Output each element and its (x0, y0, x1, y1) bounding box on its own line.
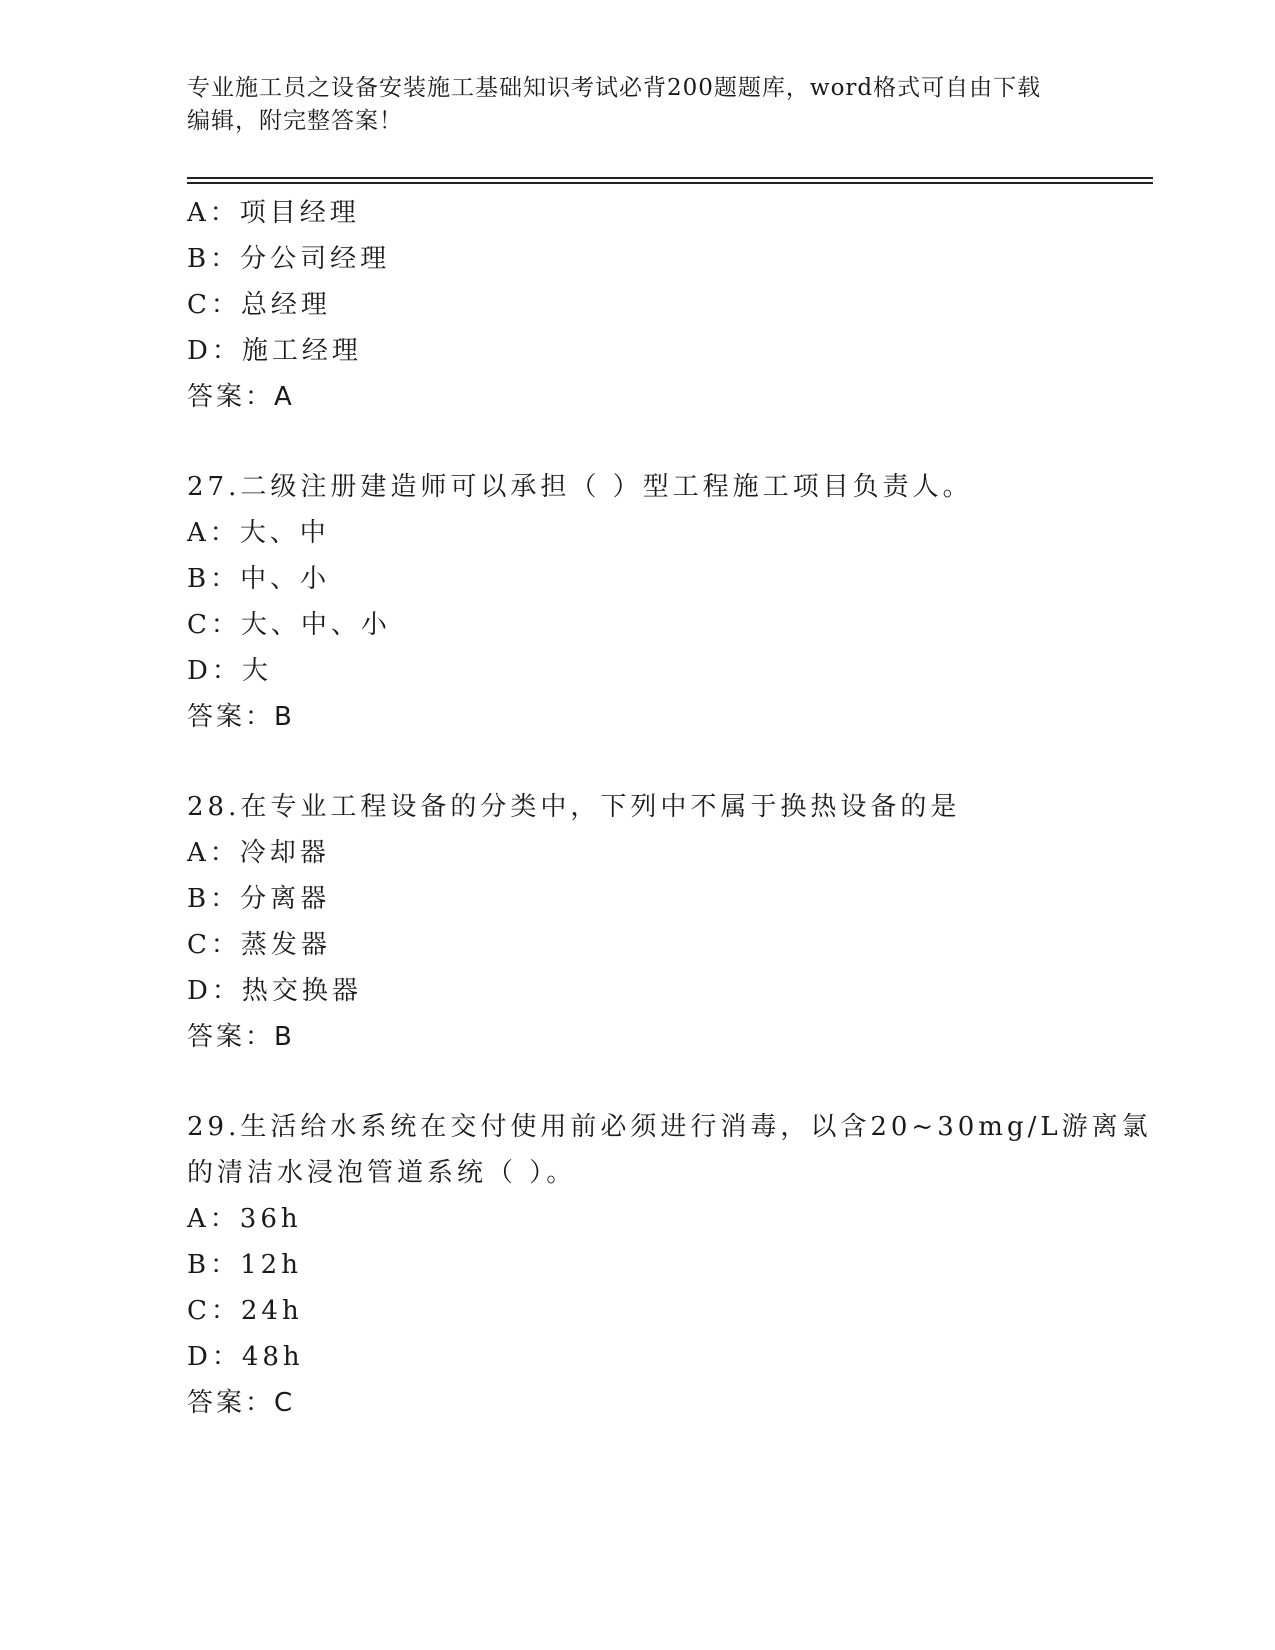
question-stem: 28.在专业工程设备的分类中，下列中不属于换热设备的是 (187, 792, 961, 822)
question-26-partial (187, 190, 1153, 420)
option-d: D：大 (187, 656, 272, 686)
question-stem-line-2: 的清洁水浸泡管道系统（ ）。 (187, 1158, 577, 1188)
option-b: B：中、小 (187, 564, 331, 594)
document-header (187, 72, 1067, 138)
option-c: C：大、中、小 (187, 610, 391, 640)
answer: 答案：C (187, 1388, 296, 1418)
option-c: C：24h (187, 1296, 303, 1326)
option-b: B：12h (187, 1250, 302, 1280)
option-c: C：蒸发器 (187, 930, 331, 960)
question-28 (187, 784, 1153, 1060)
question-list (187, 190, 1153, 1426)
question-29 (187, 1104, 1153, 1426)
header-title-line-1: 专业施工员之设备安装施工基础知识考试必背200题题库，word格式可自由下载 (187, 75, 1042, 101)
answer: 答案：B (187, 702, 295, 732)
answer: 答案：A (187, 382, 295, 412)
option-a: A：36h (187, 1204, 302, 1234)
answer: 答案：B (187, 1022, 295, 1052)
option-a: A：大、中 (187, 518, 330, 548)
question-stem: 27.二级注册建造师可以承担（ ）型工程施工项目负责人。 (187, 472, 973, 502)
option-b: B：分离器 (187, 884, 331, 914)
option-c: C：总经理 (187, 290, 331, 320)
header-divider-top (187, 177, 1153, 179)
option-a: A：冷却器 (187, 838, 330, 868)
option-a: A：项目经理 (187, 198, 360, 228)
question-stem-line-1: 29.生活给水系统在交付使用前必须进行消毒，以含20~30mg/L游离氯 (187, 1112, 1152, 1142)
header-title-line-2: 编辑，附完整答案！ (187, 108, 403, 134)
question-27 (187, 464, 1153, 740)
header-divider-bottom (187, 182, 1153, 184)
option-d: D：热交换器 (187, 976, 362, 1006)
option-b: B：分公司经理 (187, 244, 391, 274)
option-d: D：48h (187, 1342, 304, 1372)
option-d: D：施工经理 (187, 336, 362, 366)
